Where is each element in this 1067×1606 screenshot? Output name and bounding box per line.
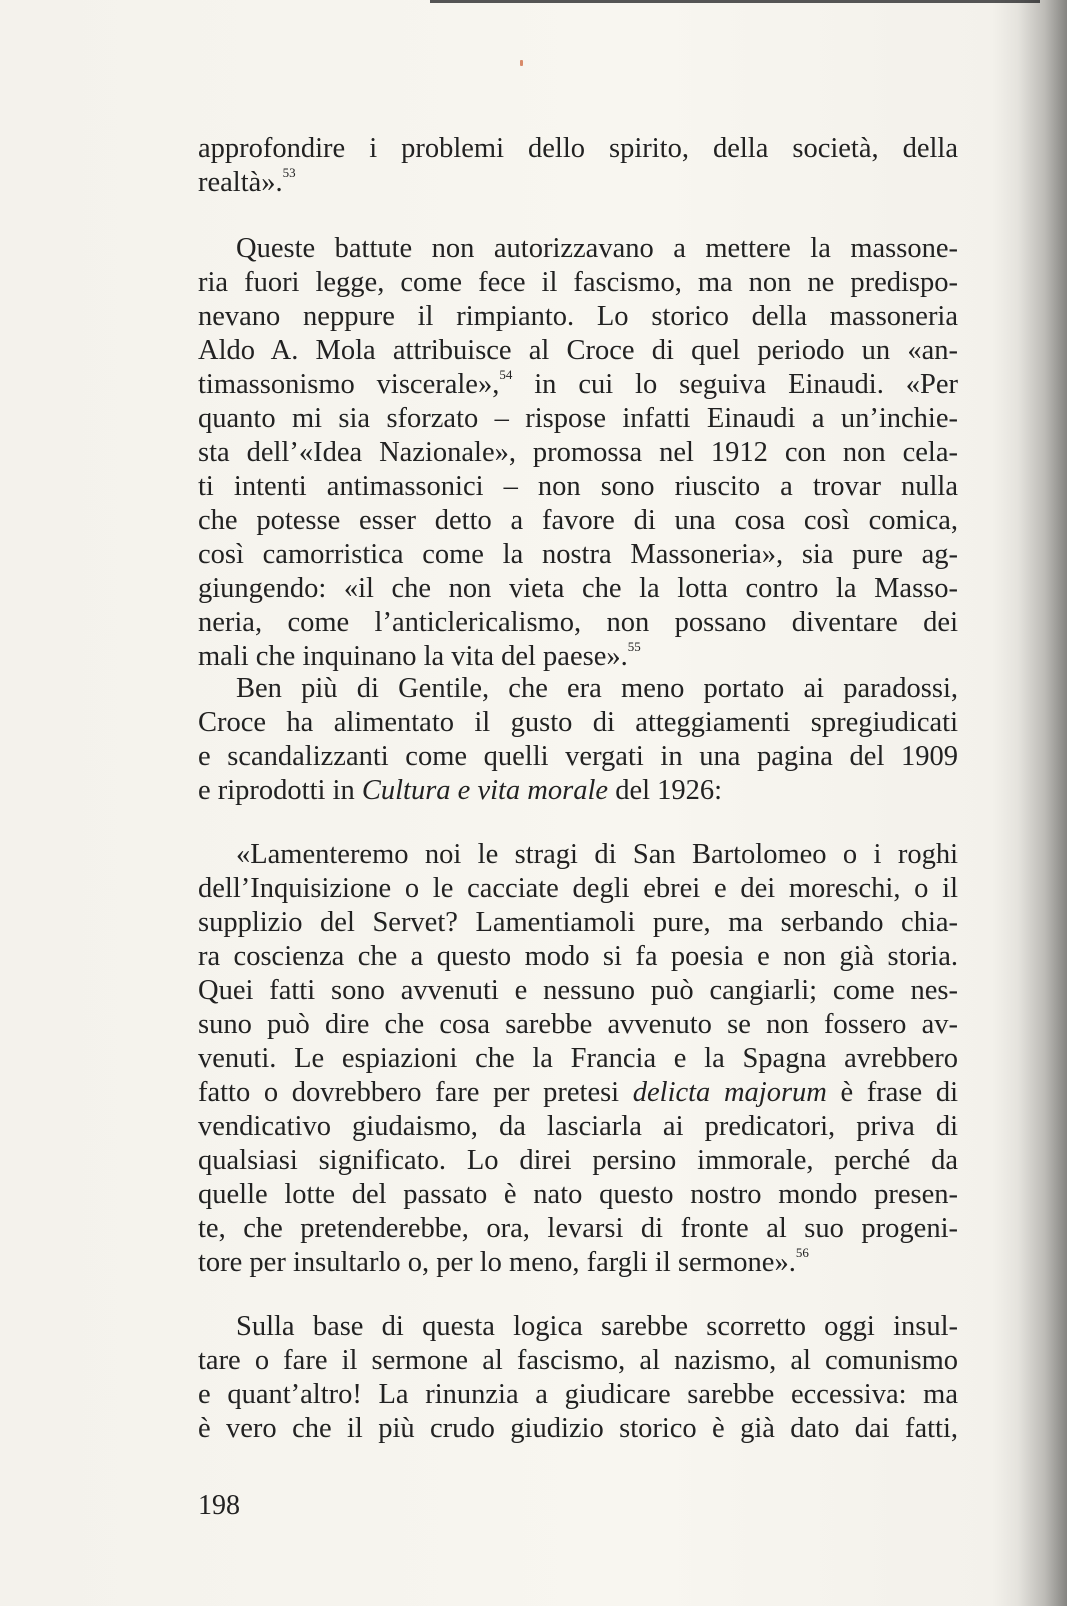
- footnote-ref: 56: [795, 1245, 809, 1260]
- text-fragment: e riprodotti in: [198, 775, 362, 806]
- text-line: quanto mi sia sforzato – rispose infatti Einaudi a un’inchie-: [198, 403, 958, 434]
- text-line: Queste battute non autorizzavano a mettere la massone-: [236, 233, 958, 264]
- text-line: dell’Inquisizione o le cacciate degli ebrei e dei moreschi, o il: [198, 873, 958, 904]
- text-fragment: in cui lo seguiva Einaudi. «Per: [512, 369, 959, 400]
- text-fragment: tore per insultarlo o, per lo meno, fargli il sermone».: [198, 1247, 796, 1278]
- paragraph-4: [198, 1310, 958, 1446]
- text-line: ti intenti antimassonici – non sono riuscito a trovar nulla: [198, 471, 958, 502]
- text-line: così camorristica come la nostra Massoneria», sia pure ag-: [198, 539, 958, 570]
- footnote-ref: 53: [282, 165, 296, 180]
- text-line: venuti. Le espiazioni che la Francia e la Spagna avrebbero: [198, 1043, 958, 1074]
- book-title: Cultura e vita morale: [361, 775, 609, 806]
- text-fragment: timassonismo viscerale»,: [198, 369, 500, 400]
- paragraph-1: [198, 132, 958, 200]
- text-line: è vero che il più crudo giudizio storico è già dato dai fatti,: [198, 1413, 958, 1444]
- text-line: Sulla base di questa logica sarebbe scorretto oggi insul-: [236, 1311, 958, 1342]
- text-line: [198, 1246, 958, 1280]
- text-fragment: fatto o dovrebbero fare per pretesi: [198, 1077, 633, 1108]
- text-line: e quant’altro! La rinunzia a giudicare sarebbe eccessiva: ma: [198, 1379, 958, 1410]
- text-line: nevano neppure il rimpianto. Lo storico della massoneria: [198, 301, 958, 332]
- block-quote: [198, 838, 958, 1280]
- binding-shadow: [992, 0, 1067, 1606]
- paragraph-2: [198, 232, 958, 674]
- text-line: [198, 774, 958, 808]
- text-line: te, che pretenderebbe, ora, levarsi di fronte al suo progeni-: [198, 1213, 958, 1244]
- text-line: Quei fatti sono avvenuti e nessuno può cangiarli; come nes-: [198, 975, 958, 1006]
- top-edge-rule: [430, 0, 1040, 3]
- text-line: vendicativo giudaismo, da lasciarla ai predicatori, priva di: [198, 1111, 958, 1142]
- text-line: supplizio del Servet? Lamentiamoli pure, ma serbando chia-: [198, 907, 958, 938]
- text-line: qualsiasi significato. Lo direi persino immorale, perché da: [198, 1145, 958, 1176]
- text-fragment: del 1926:: [608, 775, 723, 806]
- text-line: giungendo: «il che non vieta che la lotta contro la Masso-: [198, 573, 958, 604]
- text-line: che potesse esser detto a favore di una cosa così comica,: [198, 505, 958, 536]
- text-line: «Lamenteremo noi le stragi di San Bartolomeo o i roghi: [236, 839, 958, 870]
- text-line: approfondire i problemi dello spirito, della società, della: [198, 133, 958, 164]
- text-line: suno può dire che cosa sarebbe avvenuto se non fossero av-: [198, 1009, 958, 1040]
- text-line: [198, 166, 958, 200]
- paragraph-3: [198, 672, 958, 808]
- text-line: [198, 1076, 958, 1110]
- text-line: [198, 368, 958, 402]
- text-line: neria, come l’anticlericalismo, non possano diventare dei: [198, 607, 958, 638]
- text-fragment: realtà».: [198, 167, 283, 198]
- text-line: sta dell’«Idea Nazionale», promossa nel 1912 con non cela-: [198, 437, 958, 468]
- text-line: e scandalizzanti come quelli vergati in una pagina del 1909: [198, 741, 958, 772]
- text-line: Aldo A. Mola attribuisce al Croce di quel periodo un «an-: [198, 335, 958, 366]
- footnote-ref: 55: [627, 639, 641, 654]
- text-line: tare o fare il sermone al fascismo, al nazismo, al comunismo: [198, 1345, 958, 1376]
- text-line: Ben più di Gentile, che era meno portato ai paradossi,: [236, 673, 958, 704]
- text-line: quelle lotte del passato è nato questo nostro mondo presen-: [198, 1179, 958, 1210]
- text-line: [198, 640, 958, 674]
- footnote-ref: 54: [499, 367, 513, 382]
- text-line: ria fuori legge, come fece il fascismo, ma non ne predispo-: [198, 267, 958, 298]
- text-fragment: è frase di: [826, 1077, 958, 1108]
- text-fragment: mali che inquinano la vita del paese».: [198, 641, 628, 672]
- text-line: ra coscienza che a questo modo si fa poesia e non già storia.: [198, 941, 958, 972]
- text-line: Croce ha alimentato il gusto di atteggiamenti spregiudicati: [198, 707, 958, 738]
- page-number: 198: [198, 1490, 240, 1521]
- ink-speck: [520, 60, 523, 66]
- latin-phrase: delicta majorum: [632, 1077, 827, 1108]
